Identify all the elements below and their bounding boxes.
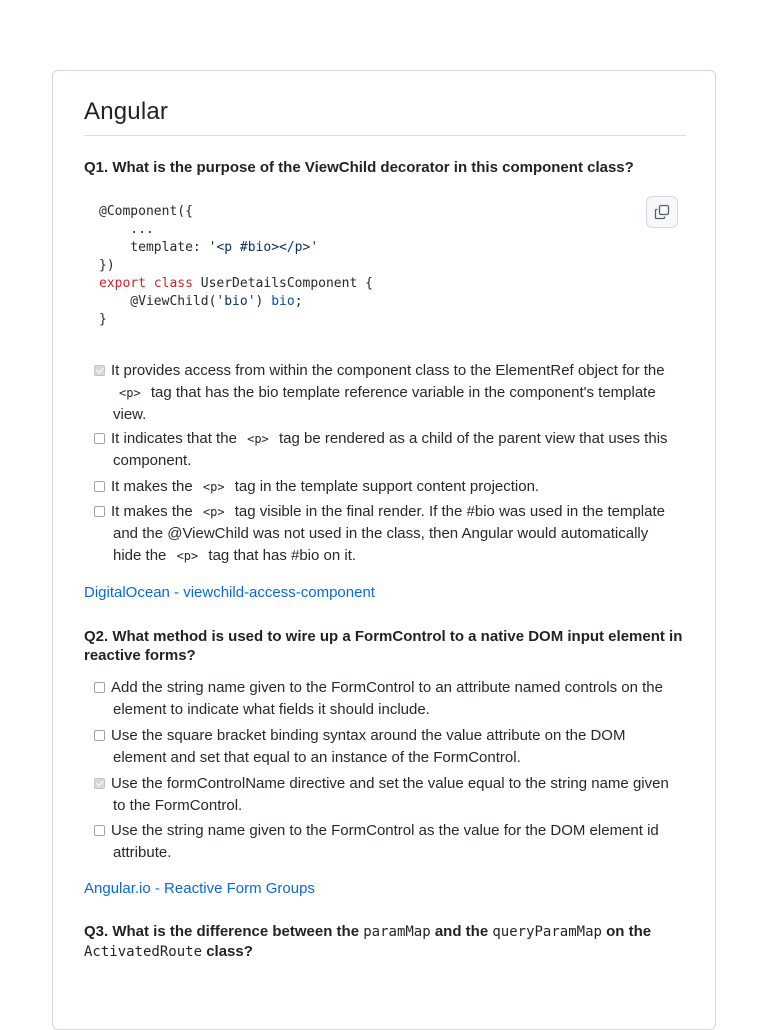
code-line: template: '<p #bio></p>': [99, 240, 319, 255]
p-tag-code: <p>: [119, 386, 141, 400]
inline-code: queryParamMap: [492, 924, 602, 940]
content-card: [52, 70, 716, 1030]
reference-link-viewchild[interactable]: DigitalOcean - viewchild-access-component: [84, 584, 375, 601]
option-item: It makes the <p> tag visible in the final render. If the #bio was used in the template and the @ViewChild was not used in the class, then Angular would automatically hide the <p> tag that has #bio on it.: [94, 501, 674, 567]
inline-code: paramMap: [363, 924, 431, 940]
code-line: }): [99, 258, 115, 273]
p-tag-code: <p>: [202, 480, 225, 494]
checkbox[interactable]: [94, 682, 105, 693]
option-item: Add the string name given to the FormControl to an attribute named controls on the element to indicate what fields it should include.: [94, 677, 674, 721]
code-line: @ViewChild('bio') bio;: [99, 294, 303, 309]
p-tag-code: <p>: [247, 432, 269, 446]
checkbox[interactable]: [94, 506, 105, 517]
code-line: }: [99, 312, 107, 327]
checkbox[interactable]: [94, 433, 105, 444]
code-line: @Component({: [99, 204, 193, 219]
inline-code: ActivatedRoute: [84, 944, 203, 960]
code-line: export class UserDetailsComponent {: [99, 276, 373, 291]
option-item: Use the square bracket binding syntax around the value attribute on the DOM element and set that equal to an instance of the FormControl.: [94, 725, 674, 769]
checkbox[interactable]: [94, 365, 105, 376]
checkbox[interactable]: [94, 730, 105, 741]
option-item: Use the string name given to the FormControl as the value for the DOM element id attribute.: [94, 820, 674, 864]
option-item: It makes the <p> tag in the template support content projection.: [94, 476, 674, 498]
p-tag-code: <p>: [202, 505, 225, 519]
checkbox[interactable]: [94, 825, 105, 836]
p-tag-code: <p>: [176, 549, 199, 563]
checkbox[interactable]: [94, 481, 105, 492]
question-2-title: Q2. What method is used to wire up a FormControl to a native DOM input element in reactive forms?: [84, 628, 683, 664]
section-title: Angular: [84, 98, 686, 136]
copy-button[interactable]: [646, 196, 678, 228]
checkbox[interactable]: [94, 778, 105, 789]
copy-icon: [654, 204, 670, 220]
option-item: It provides access from within the component class to the ElementRef object for the <p> tag that has the bio template reference variable in the component's template view.: [94, 360, 674, 426]
option-item: Use the formControlName directive and set the value equal to the string name given to the FormControl.: [94, 773, 674, 817]
question-3-title: Q3. What is the difference between the paramMap and the queryParamMap on the ActivatedRoute class?: [84, 923, 652, 960]
code-block: [99, 203, 669, 329]
question-1-title: Q1. What is the purpose of the ViewChild decorator in this component class?: [84, 159, 634, 176]
option-item: It indicates that the <p> tag be rendered as a child of the parent view that uses this component.: [94, 428, 674, 472]
code-line: ...: [99, 222, 154, 237]
reference-link-reactive-forms[interactable]: Angular.io - Reactive Form Groups: [84, 880, 315, 897]
